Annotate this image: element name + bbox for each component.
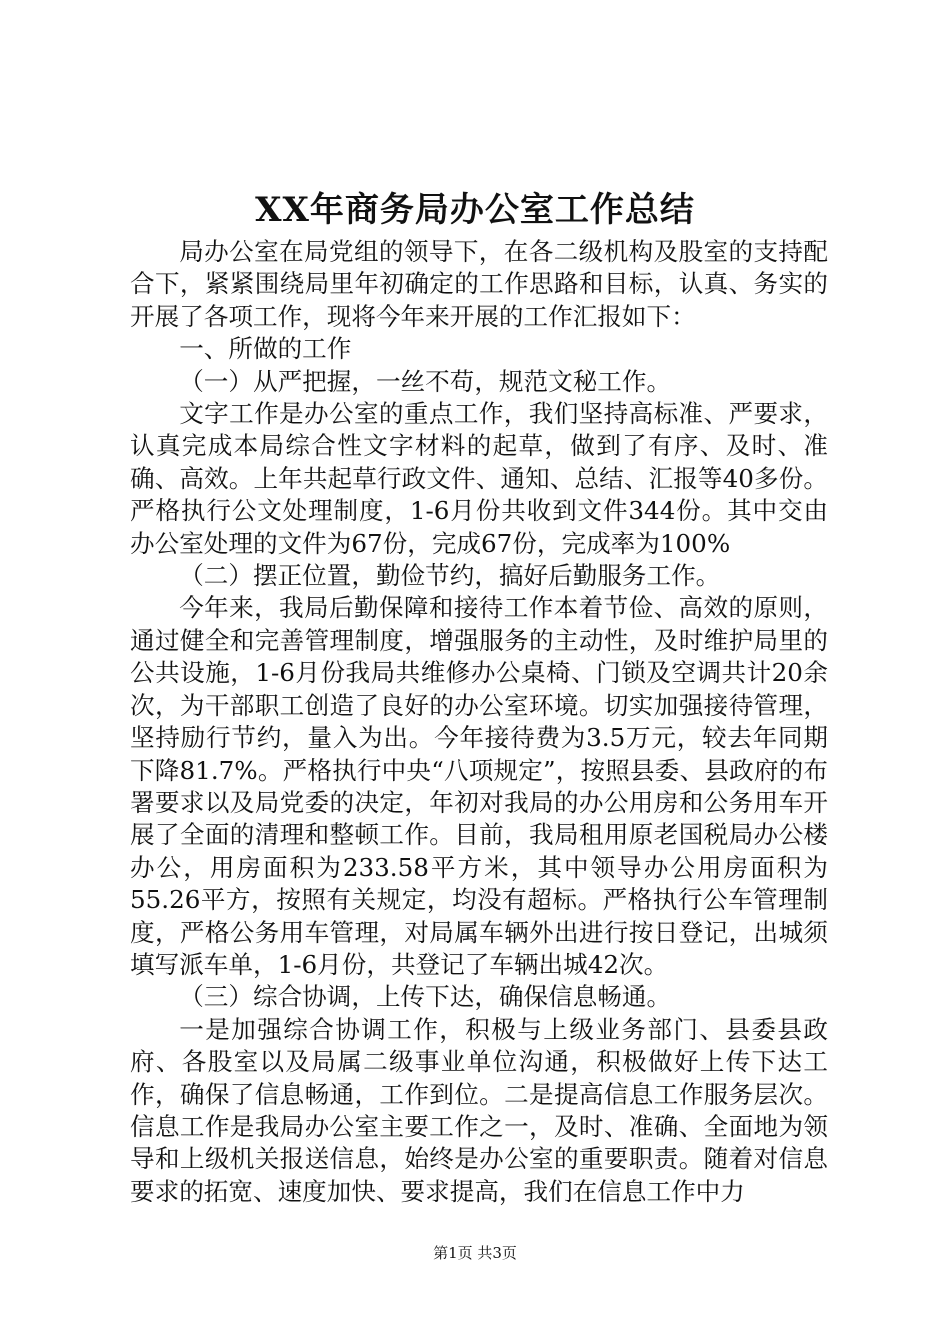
paragraph-secretarial-work: 文字工作是办公室的重点工作，我们坚持高标准、严要求，认真完成本局综合性文字材料的起草，做到了有序、及时、准确、高效。上年共起草行政文件、通知、总结、汇报等40多份。严格执行公文处理制度，1-6月份共收到文件344份。其中交由办公室处理的文件为67份，完成67份，完成率为100% (130, 399, 828, 558)
subheading-coordination: （三）综合协调，上传下达，确保信息畅通。 (179, 982, 672, 1012)
paragraph-coordination: 一是加强综合协调工作，积极与上级业务部门、县委县政府、各股室以及局属二级事业单位沟通，积极做好上传下达工作，确保了信息畅通，工作到位。二是提高信息工作服务层次。信息工作是我局办公室主要工作之一，及时、准确、全面地为领导和上级机关报送信息，始终是办公室的重要职责。随着对信息要求的拓宽、速度加快、要求提高，我们在信息工作中力 (130, 1014, 828, 1206)
paragraph-intro: 局办公室在局党组的领导下，在各二级机构及股室的支持配合下，紧紧围绕局里年初确定的工作思路和目标，认真、务实的开展了各项工作，现将今年来开展的工作汇报如下： (130, 237, 828, 331)
section-heading-work-done: 一、所做的工作 (179, 334, 352, 364)
document-title: XX年商务局办公室工作总结 (255, 190, 695, 230)
page-number-footer: 第1页 共3页 (433, 1244, 517, 1262)
document-body (130, 236, 828, 1208)
paragraph-logistics-work: 今年来，我局后勤保障和接待工作本着节俭、高效的原则，通过健全和完善管理制度，增强服务的主动性，及时维护局里的公共设施，1-6月份我局共维修办公桌椅、门锁及空调共计20余次，为干部职工创造了良好的办公室环境。切实加强接待管理，坚持励行节约，量入为出。今年接待费为3.5万元，较去年同期下降81.7%。严格执行中央“八项规定”，按照县委、县政府的布署要求以及局党委的决定，年初对我局的办公用房和公务用车开展了全面的清理和整顿工作。目前，我局租用原老国税局办公楼办公，用房面积为233.58平方米，其中领导办公用房面积为55.26平方，按照有关规定，均没有超标。严格执行公车管理制度，严格公务用车管理，对局属车辆外出进行按日登记，出城须填写派车单，1-6月份，共登记了车辆出城42次。 (130, 593, 828, 979)
subheading-logistics-work: （二）摆正位置，勤俭节约，搞好后勤服务工作。 (179, 561, 721, 591)
subheading-secretarial-work: （一）从严把握，一丝不苟，规范文秘工作。 (179, 366, 672, 396)
